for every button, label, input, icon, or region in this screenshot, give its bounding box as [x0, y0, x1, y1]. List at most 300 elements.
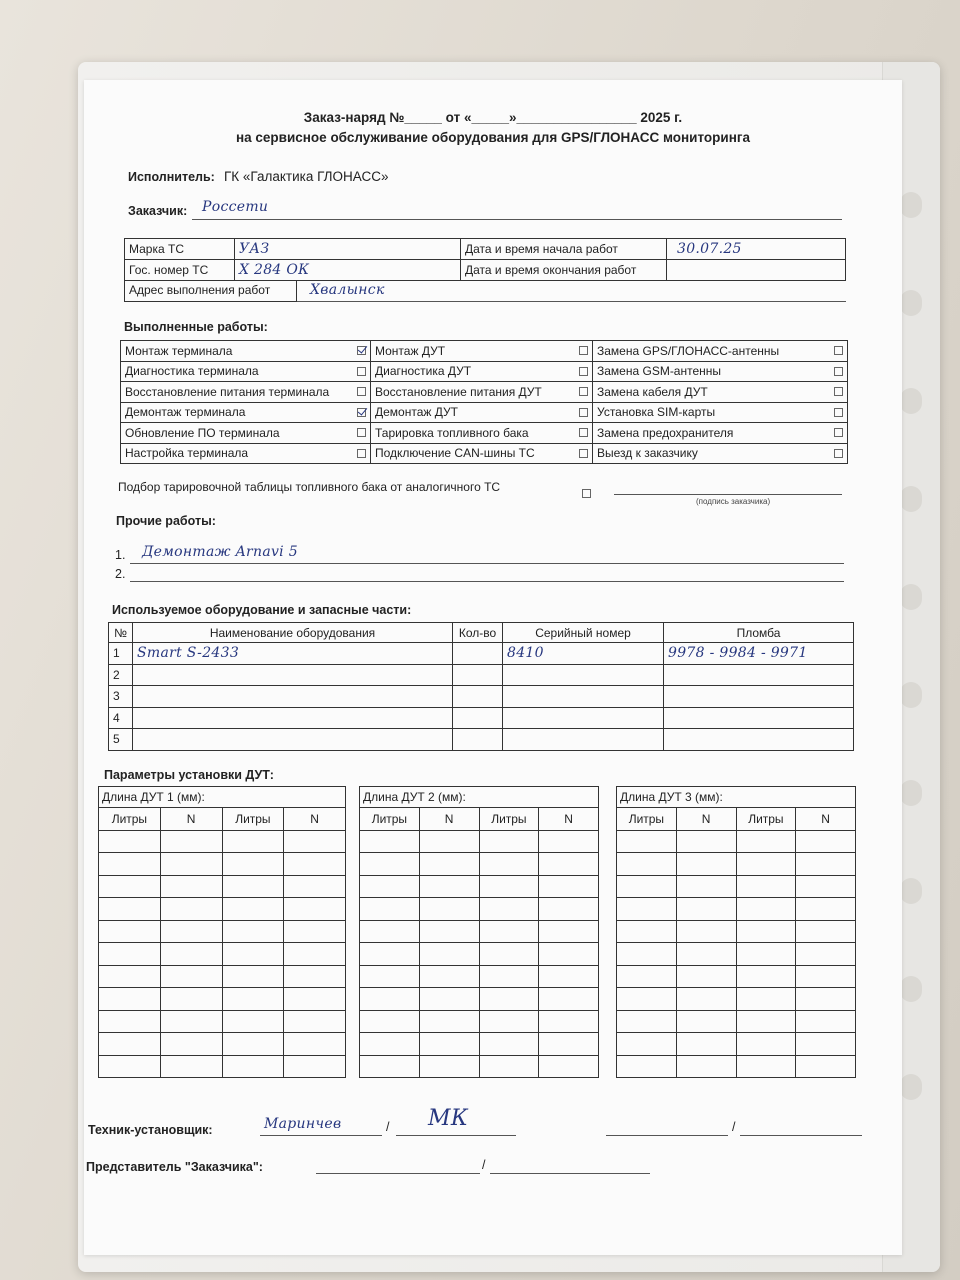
- dut-cell[interactable]: [539, 1033, 599, 1056]
- dut-cell[interactable]: [360, 943, 420, 966]
- dut-col-header: N: [539, 808, 599, 831]
- tech-signature[interactable]: МК: [428, 1106, 469, 1131]
- equipment-cell-name[interactable]: [133, 643, 453, 665]
- work-item-label: Установка SIM-карты: [597, 405, 716, 420]
- work-item-label: Замена GPS/ГЛОНАСС-антенны: [597, 343, 780, 358]
- plate-value-cell[interactable]: [235, 260, 461, 281]
- dut-cell[interactable]: [479, 830, 539, 853]
- equipment-cell-qty[interactable]: [453, 729, 503, 751]
- dut-col-header: Литры: [99, 808, 161, 831]
- dut-cell[interactable]: [360, 875, 420, 898]
- dut-cell[interactable]: [479, 920, 539, 943]
- work-item-checkbox[interactable]: [579, 346, 588, 355]
- dut-cell[interactable]: [736, 988, 796, 1011]
- dut-cell[interactable]: [360, 898, 420, 921]
- work-item-checkbox[interactable]: [357, 408, 366, 417]
- dut-cell[interactable]: [676, 965, 736, 988]
- equipment-cell-name[interactable]: [133, 686, 453, 708]
- dut-cell[interactable]: [676, 920, 736, 943]
- dut-cell[interactable]: [160, 943, 222, 966]
- second-tech-slash: /: [732, 1120, 736, 1134]
- dut-cell[interactable]: [419, 943, 479, 966]
- calibration-checkbox[interactable]: [582, 489, 591, 498]
- tech-label: Техник-установщик:: [88, 1123, 213, 1137]
- dut-cell[interactable]: [539, 988, 599, 1011]
- dut-table-1: [98, 786, 346, 1078]
- work-item[interactable]: [371, 423, 593, 444]
- sleeve-hole: [900, 1074, 922, 1100]
- dut-cell[interactable]: [284, 898, 346, 921]
- dut-cell[interactable]: [419, 988, 479, 1011]
- sleeve-hole: [900, 290, 922, 316]
- dut-cell[interactable]: [360, 965, 420, 988]
- dut-cell[interactable]: [676, 898, 736, 921]
- dut-cell[interactable]: [160, 988, 222, 1011]
- dut-col-header: N: [419, 808, 479, 831]
- dut-cell[interactable]: [617, 988, 677, 1011]
- dut-cell[interactable]: [160, 1033, 222, 1056]
- dut-row: [99, 965, 346, 988]
- dut-cell[interactable]: [676, 988, 736, 1011]
- sleeve-hole: [900, 976, 922, 1002]
- dut-cell[interactable]: [222, 1010, 284, 1033]
- work-order-sheet: [84, 80, 902, 1255]
- dut-cell[interactable]: [284, 875, 346, 898]
- dut-cell[interactable]: [160, 965, 222, 988]
- work-item-checkbox[interactable]: [357, 367, 366, 376]
- dut-cell[interactable]: [284, 988, 346, 1011]
- work-item-label: Обновление ПО терминала: [125, 425, 280, 440]
- executor-value: ГК «Галактика ГЛОНАСС»: [224, 169, 389, 184]
- work-item-label: Тарировка топливного бака: [375, 425, 529, 440]
- dut-cell[interactable]: [617, 898, 677, 921]
- dut-cell[interactable]: [796, 943, 856, 966]
- dut-cell[interactable]: [222, 1033, 284, 1056]
- second-tech-sign-line[interactable]: [740, 1135, 862, 1136]
- work-item-checkbox[interactable]: [579, 428, 588, 437]
- dut-cell[interactable]: [160, 1010, 222, 1033]
- dut-cell[interactable]: [284, 853, 346, 876]
- dut-col-header: N: [160, 808, 222, 831]
- dut-cell[interactable]: [284, 1010, 346, 1033]
- equipment-num-value: 1: [113, 646, 120, 661]
- dut-row: [99, 898, 346, 921]
- work-item[interactable]: [121, 402, 371, 423]
- dut-cell[interactable]: [99, 943, 161, 966]
- dut-cell[interactable]: [160, 830, 222, 853]
- sleeve-hole: [900, 682, 922, 708]
- work-item-label: Замена GSM-антенны: [597, 364, 722, 379]
- dut-cell[interactable]: [99, 1010, 161, 1033]
- dut-cell[interactable]: [360, 1033, 420, 1056]
- dut-cell[interactable]: [617, 830, 677, 853]
- dut-cell[interactable]: [736, 1010, 796, 1033]
- equipment-cell-serial[interactable]: [503, 686, 664, 708]
- work-item-checkbox[interactable]: [834, 367, 843, 376]
- dut-cell[interactable]: [160, 1055, 222, 1078]
- dut-row: [99, 1010, 346, 1033]
- work-item[interactable]: [371, 341, 593, 362]
- dut-length-label[interactable]: Длина ДУТ 1 (мм):: [99, 787, 346, 808]
- dut-cell[interactable]: [419, 920, 479, 943]
- end-value-cell[interactable]: [667, 260, 846, 281]
- dut-cell[interactable]: [284, 1055, 346, 1078]
- sleeve-hole: [900, 780, 922, 806]
- customer-value[interactable]: Россети: [202, 199, 269, 215]
- equipment-cell-serial[interactable]: [503, 729, 664, 751]
- tech-name[interactable]: Маринчев: [264, 1116, 342, 1132]
- work-item-checkbox[interactable]: [834, 346, 843, 355]
- work-item-checkbox[interactable]: [579, 387, 588, 396]
- dut-cell[interactable]: [539, 1010, 599, 1033]
- dut-cell[interactable]: [479, 1033, 539, 1056]
- dut-row: [360, 1055, 599, 1078]
- brand-label: Марка ТС: [125, 239, 235, 260]
- dut-cell[interactable]: [479, 1010, 539, 1033]
- dut-cell[interactable]: [736, 920, 796, 943]
- dut-cell[interactable]: [617, 1033, 677, 1056]
- dut-row: [360, 943, 599, 966]
- work-item-label: Замена предохранителя: [597, 425, 734, 440]
- work-item-checkbox[interactable]: [579, 408, 588, 417]
- work-item-checkbox[interactable]: [834, 408, 843, 417]
- work-item-label: Настройка терминала: [125, 446, 249, 461]
- equipment-row: [109, 643, 854, 665]
- equipment-num-value: 2: [113, 667, 120, 682]
- dut-cell[interactable]: [222, 898, 284, 921]
- dut-cell[interactable]: [160, 853, 222, 876]
- dut-cell[interactable]: [360, 920, 420, 943]
- equipment-cell-serial[interactable]: [503, 707, 664, 729]
- executor-label: Исполнитель:: [128, 170, 215, 184]
- equipment-table: [108, 622, 854, 751]
- works-row: [121, 423, 848, 444]
- equipment-cell-qty[interactable]: [453, 707, 503, 729]
- dut-cell[interactable]: [539, 898, 599, 921]
- dut-cell[interactable]: [222, 875, 284, 898]
- dut-cell[interactable]: [479, 898, 539, 921]
- equipment-col-qty: Кол-во: [453, 623, 503, 643]
- dut-row: [99, 875, 346, 898]
- dut-cell[interactable]: [796, 965, 856, 988]
- work-item[interactable]: [593, 382, 848, 403]
- equipment-cell-seal[interactable]: [664, 664, 854, 686]
- dut-cell[interactable]: [284, 830, 346, 853]
- dut-cell[interactable]: [796, 988, 856, 1011]
- dut-cell[interactable]: [617, 943, 677, 966]
- work-item[interactable]: [121, 341, 371, 362]
- dut-cell[interactable]: [99, 988, 161, 1011]
- rep-sign-line[interactable]: [490, 1173, 650, 1174]
- work-item[interactable]: [593, 423, 848, 444]
- dut-cell[interactable]: [617, 920, 677, 943]
- dut-col-header: Литры: [360, 808, 420, 831]
- dut-cell[interactable]: [99, 1055, 161, 1078]
- dut-cell[interactable]: [796, 898, 856, 921]
- work-item[interactable]: [593, 443, 848, 464]
- dut-length-label[interactable]: Длина ДУТ 3 (мм):: [617, 787, 856, 808]
- dut-col-header: Литры: [617, 808, 677, 831]
- dut-cell[interactable]: [360, 830, 420, 853]
- equipment-num-value: 3: [113, 689, 120, 704]
- equipment-title: Используемое оборудование и запасные части:: [112, 603, 412, 617]
- equipment-cell-name[interactable]: [133, 729, 453, 751]
- customer-sign-caption: (подпись заказчика): [696, 497, 771, 506]
- sleeve-hole: [900, 486, 922, 512]
- equipment-cell-num: [109, 729, 133, 751]
- dut-cell[interactable]: [160, 920, 222, 943]
- dut-cell[interactable]: [617, 875, 677, 898]
- work-item-label: Демонтаж терминала: [125, 405, 246, 420]
- work-item-checkbox[interactable]: [834, 387, 843, 396]
- dut-cell[interactable]: [539, 920, 599, 943]
- dut-cell[interactable]: [736, 1055, 796, 1078]
- equipment-col-num: №: [109, 623, 133, 643]
- dut-length-label[interactable]: Длина ДУТ 2 (мм):: [360, 787, 599, 808]
- dut-cell[interactable]: [284, 1033, 346, 1056]
- works-row: [121, 402, 848, 423]
- dut-cell[interactable]: [99, 965, 161, 988]
- dut-params-title: Параметры установки ДУТ:: [104, 768, 274, 782]
- dut-row: [99, 1033, 346, 1056]
- work-item[interactable]: [371, 361, 593, 382]
- dut-cell[interactable]: [676, 853, 736, 876]
- work-item[interactable]: [593, 341, 848, 362]
- dut-cell[interactable]: [360, 988, 420, 1011]
- equipment-cell-num: [109, 707, 133, 729]
- dut-cell[interactable]: [539, 965, 599, 988]
- dut-cell[interactable]: [222, 965, 284, 988]
- dut-cell[interactable]: [160, 898, 222, 921]
- dut-cell[interactable]: [676, 1033, 736, 1056]
- dut-cell[interactable]: [539, 830, 599, 853]
- work-item-checkbox[interactable]: [834, 449, 843, 458]
- dut-row: [617, 965, 856, 988]
- dut-cell[interactable]: [419, 830, 479, 853]
- dut-cell[interactable]: [360, 1010, 420, 1033]
- customer-underline: [192, 219, 842, 220]
- dut-cell[interactable]: [479, 853, 539, 876]
- other-work-line-1: [130, 563, 844, 564]
- dut-cell[interactable]: [284, 920, 346, 943]
- dut-cell[interactable]: [617, 1055, 677, 1078]
- other-work-text-1[interactable]: Демонтаж Arnavi 5: [142, 544, 298, 560]
- dut-cell[interactable]: [419, 1055, 479, 1078]
- dut-cell[interactable]: [736, 1033, 796, 1056]
- dut-cell[interactable]: [419, 898, 479, 921]
- work-item[interactable]: [371, 443, 593, 464]
- equipment-cell-name[interactable]: [133, 707, 453, 729]
- dut-cell[interactable]: [617, 965, 677, 988]
- dut-cell[interactable]: [99, 853, 161, 876]
- equipment-seal-value: 9978 - 9984 - 9971: [668, 645, 808, 662]
- equipment-cell-seal[interactable]: [664, 729, 854, 751]
- dut-row: [360, 1010, 599, 1033]
- dut-col-header: N: [796, 808, 856, 831]
- dut-cell[interactable]: [539, 1055, 599, 1078]
- dut-cell[interactable]: [479, 988, 539, 1011]
- tech-name-line: [260, 1135, 382, 1136]
- equipment-cell-seal[interactable]: [664, 643, 854, 665]
- dut-cell[interactable]: [160, 875, 222, 898]
- dut-col-header: N: [676, 808, 736, 831]
- customer-sign-line[interactable]: [614, 494, 842, 495]
- dut-cell[interactable]: [222, 988, 284, 1011]
- dut-cell[interactable]: [419, 1033, 479, 1056]
- equipment-cell-seal[interactable]: [664, 686, 854, 708]
- dut-cell[interactable]: [360, 853, 420, 876]
- dut-cell[interactable]: [796, 875, 856, 898]
- work-item-checkbox[interactable]: [357, 428, 366, 437]
- dut-cell[interactable]: [284, 965, 346, 988]
- dut-cell[interactable]: [676, 875, 736, 898]
- dut-cell[interactable]: [676, 1055, 736, 1078]
- dut-cell[interactable]: [222, 920, 284, 943]
- work-item-checkbox[interactable]: [357, 346, 366, 355]
- brand-value: УАЗ: [239, 241, 270, 257]
- dut-cell[interactable]: [676, 943, 736, 966]
- dut-cell[interactable]: [360, 1055, 420, 1078]
- sleeve-hole: [900, 584, 922, 610]
- dut-cell[interactable]: [736, 943, 796, 966]
- dut-cell[interactable]: [222, 830, 284, 853]
- dut-cell[interactable]: [284, 943, 346, 966]
- dut-cell[interactable]: [222, 853, 284, 876]
- dut-cell[interactable]: [539, 875, 599, 898]
- dut-row: [360, 965, 599, 988]
- dut-table-3: [616, 786, 856, 1078]
- start-value-cell[interactable]: [667, 239, 846, 260]
- dut-cell[interactable]: [796, 830, 856, 853]
- other-works-title: Прочие работы:: [116, 514, 216, 528]
- dut-cell[interactable]: [222, 1055, 284, 1078]
- start-label: Дата и время начала работ: [461, 239, 667, 260]
- dut-cell[interactable]: [479, 875, 539, 898]
- second-tech-name-line[interactable]: [606, 1135, 728, 1136]
- work-item-checkbox[interactable]: [579, 449, 588, 458]
- works-row: [121, 361, 848, 382]
- plate-label: Гос. номер ТС: [125, 260, 235, 281]
- equipment-cell-seal[interactable]: [664, 707, 854, 729]
- dut-cell[interactable]: [539, 943, 599, 966]
- equipment-row: [109, 686, 854, 708]
- equipment-cell-serial[interactable]: [503, 643, 664, 665]
- dut-row: [99, 988, 346, 1011]
- dut-cell[interactable]: [736, 853, 796, 876]
- work-item[interactable]: [121, 361, 371, 382]
- dut-row: [617, 875, 856, 898]
- brand-value-cell[interactable]: [235, 239, 461, 260]
- work-item-checkbox[interactable]: [357, 387, 366, 396]
- dut-row: [360, 898, 599, 921]
- dut-cell[interactable]: [736, 965, 796, 988]
- dut-row: [99, 920, 346, 943]
- dut-cell[interactable]: [736, 898, 796, 921]
- rep-label: Представитель "Заказчика":: [86, 1160, 263, 1174]
- equipment-cell-qty[interactable]: [453, 686, 503, 708]
- dut-cell[interactable]: [419, 965, 479, 988]
- equipment-cell-name[interactable]: [133, 664, 453, 686]
- dut-row: [99, 853, 346, 876]
- work-item-checkbox[interactable]: [579, 367, 588, 376]
- dut-cell[interactable]: [676, 830, 736, 853]
- dut-cell[interactable]: [419, 1010, 479, 1033]
- address-value[interactable]: Хвалынск: [310, 282, 385, 298]
- dut-cell[interactable]: [617, 853, 677, 876]
- equipment-cell-num: [109, 643, 133, 665]
- dut-cell[interactable]: [479, 943, 539, 966]
- dut-row: [617, 1010, 856, 1033]
- dut-cell[interactable]: [479, 1055, 539, 1078]
- work-item[interactable]: [593, 402, 848, 423]
- equipment-col-seal: Пломба: [664, 623, 854, 643]
- dut-cell[interactable]: [736, 875, 796, 898]
- work-item[interactable]: [371, 382, 593, 403]
- dut-cell[interactable]: [796, 1033, 856, 1056]
- dut-cell[interactable]: [99, 875, 161, 898]
- equipment-row: [109, 707, 854, 729]
- work-item[interactable]: [371, 402, 593, 423]
- work-item[interactable]: [121, 423, 371, 444]
- end-label: Дата и время окончания работ: [461, 260, 667, 281]
- equipment-col-serial: Серийный номер: [503, 623, 664, 643]
- dut-cell[interactable]: [676, 1010, 736, 1033]
- dut-cell[interactable]: [99, 1033, 161, 1056]
- work-item[interactable]: [593, 361, 848, 382]
- dut-cell[interactable]: [796, 920, 856, 943]
- dut-cell[interactable]: [222, 943, 284, 966]
- dut-cell[interactable]: [479, 965, 539, 988]
- works-row: [121, 382, 848, 403]
- work-item-label: Диагностика терминала: [125, 364, 259, 379]
- tech-sign-line: [396, 1135, 516, 1136]
- work-item-label: Восстановление питания терминала: [125, 384, 330, 399]
- dut-cell[interactable]: [99, 830, 161, 853]
- dut-cell[interactable]: [736, 830, 796, 853]
- rep-name-line[interactable]: [316, 1173, 480, 1174]
- work-item[interactable]: [121, 443, 371, 464]
- dut-cell[interactable]: [99, 920, 161, 943]
- dut-cell[interactable]: [617, 1010, 677, 1033]
- rep-slash: /: [482, 1158, 486, 1172]
- work-item[interactable]: [121, 382, 371, 403]
- calibration-label: Подбор тарировочной таблицы топливного бака от аналогичного ТС: [118, 480, 501, 494]
- equipment-cell-qty[interactable]: [453, 664, 503, 686]
- dut-row: [617, 920, 856, 943]
- dut-cell[interactable]: [99, 898, 161, 921]
- tech-slash: /: [386, 1120, 390, 1134]
- works-row: [121, 443, 848, 464]
- dut-cell[interactable]: [539, 853, 599, 876]
- dut-cell[interactable]: [419, 853, 479, 876]
- equipment-num-value: 5: [113, 732, 120, 747]
- equipment-cell-qty[interactable]: [453, 643, 503, 665]
- dut-row: [99, 830, 346, 853]
- dut-cell[interactable]: [796, 1010, 856, 1033]
- dut-cell[interactable]: [796, 853, 856, 876]
- work-item-checkbox[interactable]: [357, 449, 366, 458]
- work-item-label: Выезд к заказчику: [597, 446, 698, 461]
- dut-col-header: N: [284, 808, 346, 831]
- dut-cell[interactable]: [419, 875, 479, 898]
- dut-cell[interactable]: [796, 1055, 856, 1078]
- address-label: Адрес выполнения работ: [124, 280, 297, 302]
- work-item-checkbox[interactable]: [834, 428, 843, 437]
- sleeve-hole: [900, 192, 922, 218]
- equipment-cell-serial[interactable]: [503, 664, 664, 686]
- customer-label: Заказчик:: [128, 204, 188, 218]
- equipment-serial-value: 8410: [507, 645, 544, 662]
